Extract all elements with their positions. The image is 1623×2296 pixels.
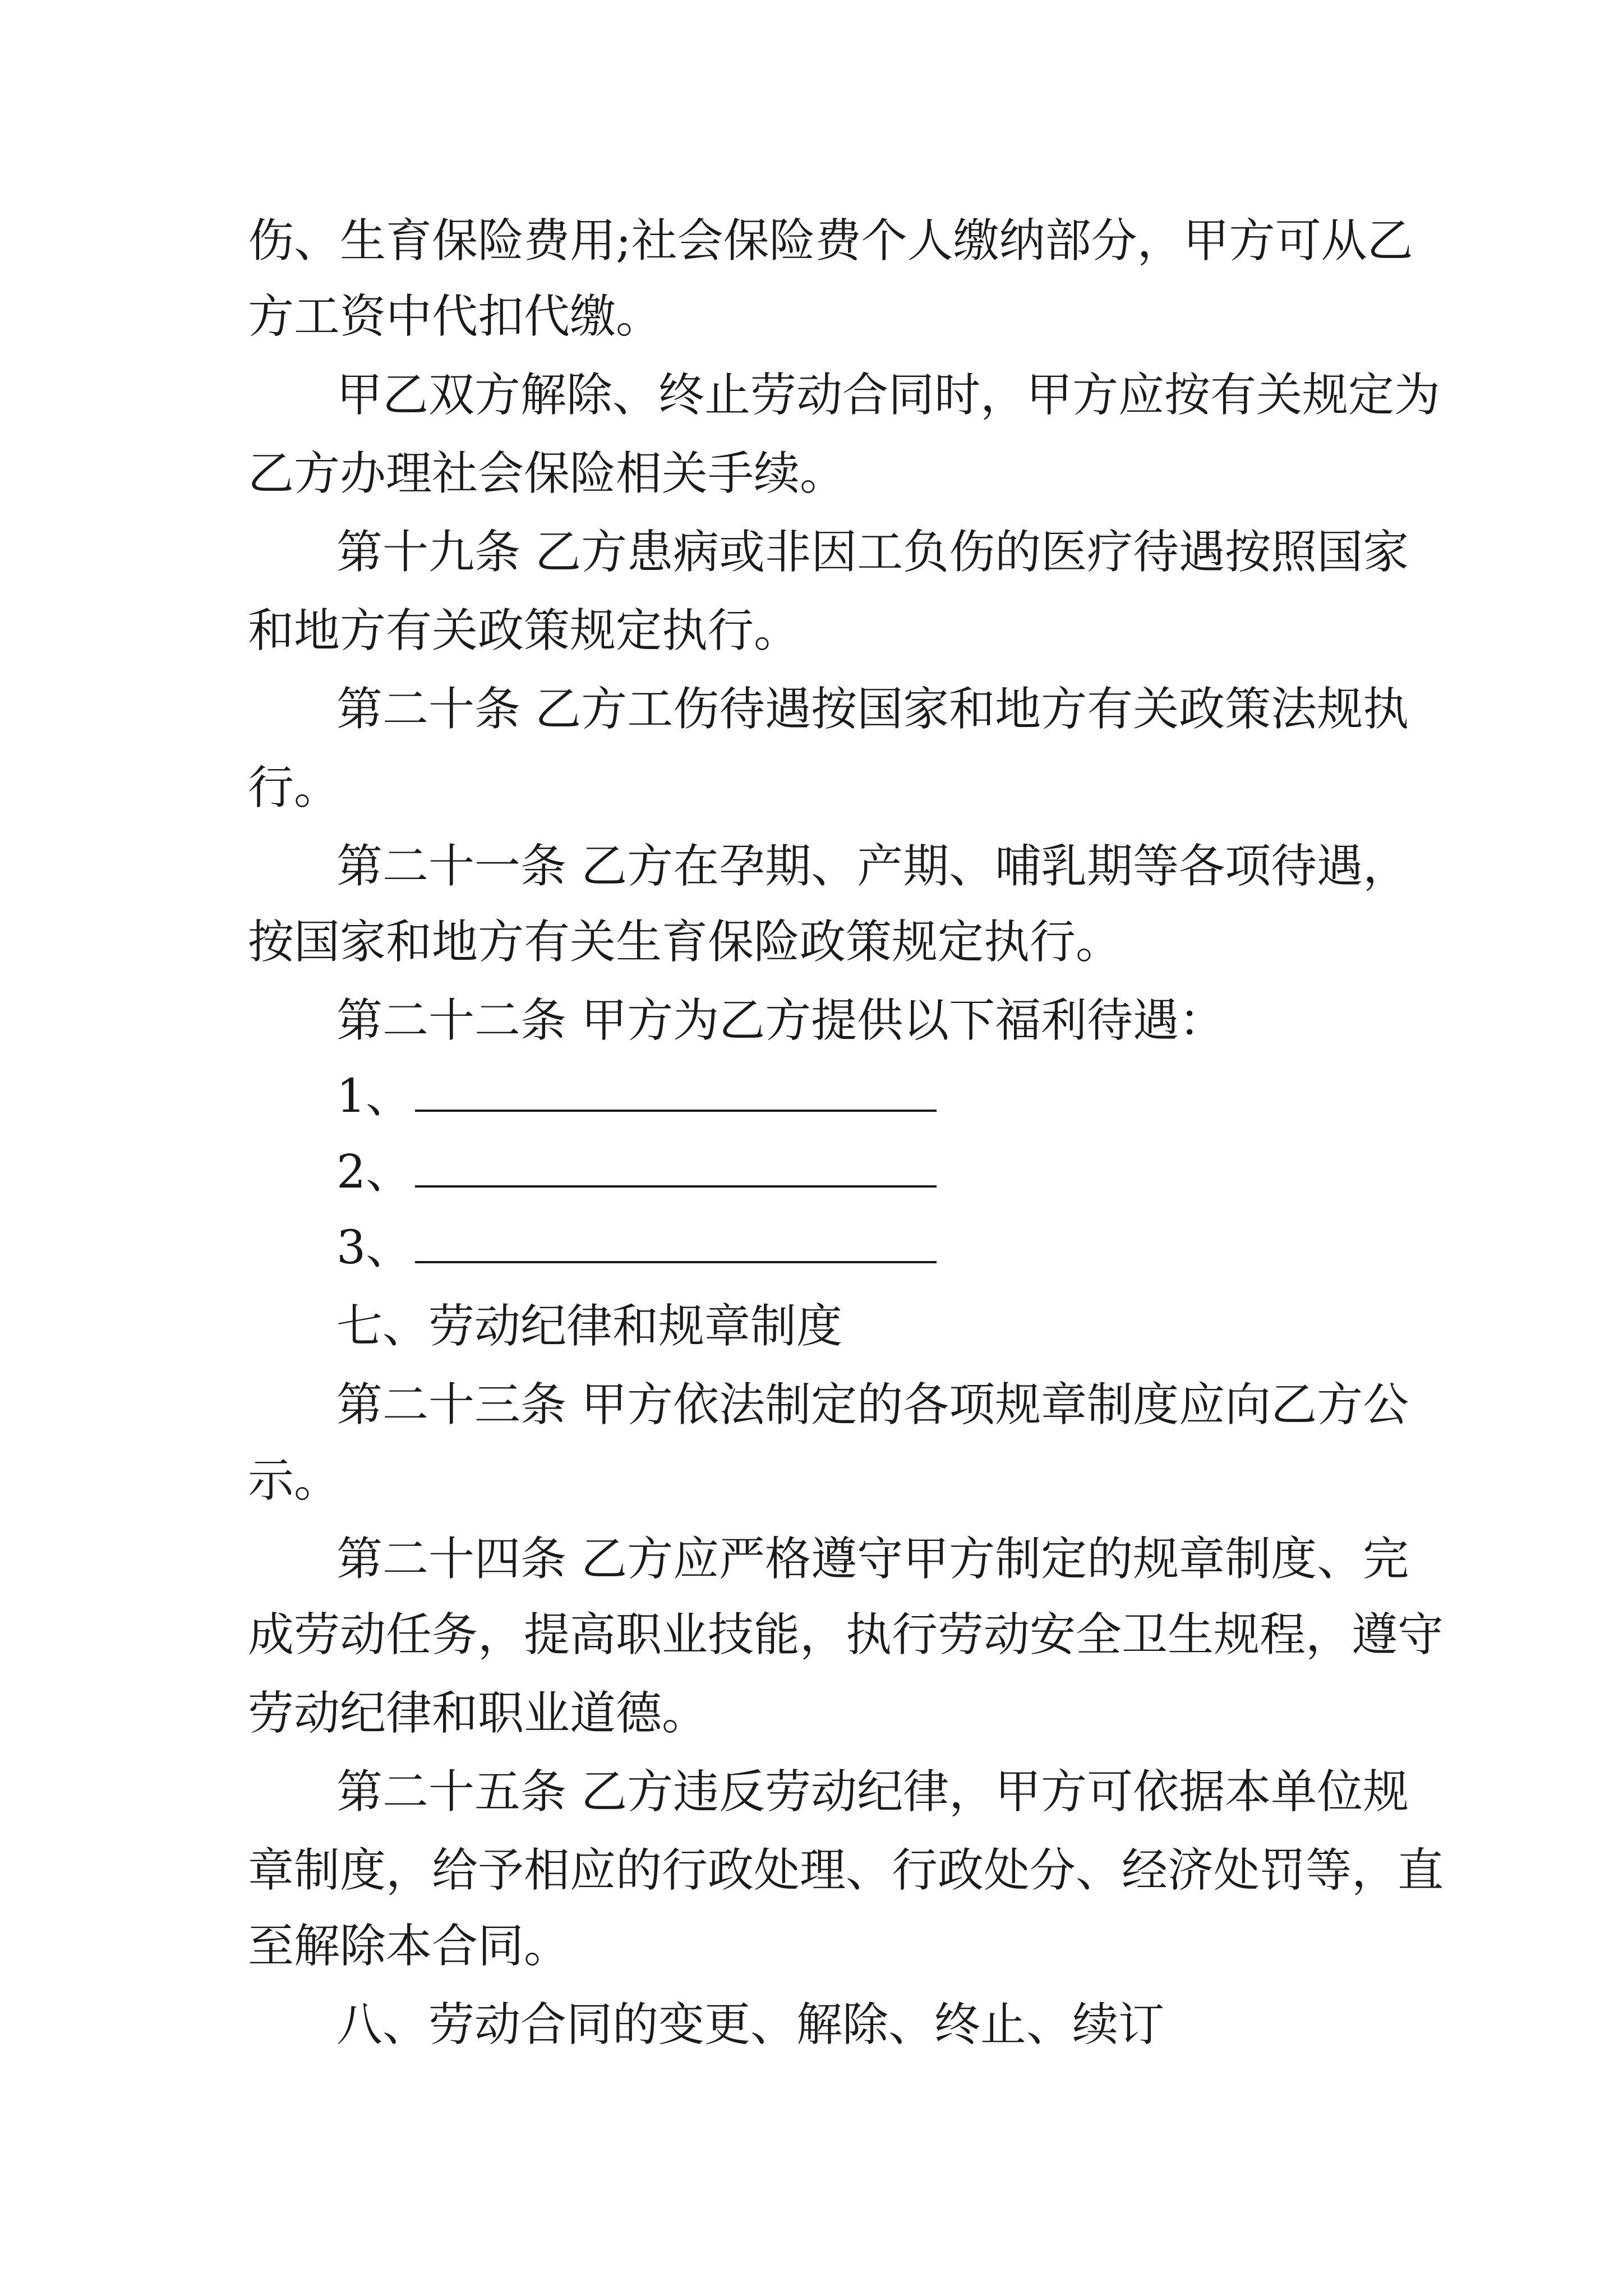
paragraph-line: 方工资中代扣代缴。 [248, 290, 662, 343]
paragraph-line: 和地方有关政策规定执行。 [248, 604, 800, 657]
benefit-item-number: 1、 [336, 1070, 412, 1123]
paragraph-line: 按国家和地方有关生育保险政策规定执行。 [248, 915, 1122, 969]
article-25-line: 第二十五条 乙方违反劳动纪律，甲方可依据本单位规 [336, 1765, 1409, 1819]
fill-in-blank[interactable] [415, 1151, 937, 1188]
paragraph-line: 成劳动任务，提高职业技能，执行劳动安全卫生规程，遵守 [248, 1608, 1444, 1662]
paragraph-line: 劳动纪律和职业道德。 [248, 1687, 708, 1740]
section-heading-8: 八、劳动合同的变更、解除、终止、续订 [336, 1998, 1165, 2051]
paragraph-line: 乙方办理社会保险相关手续。 [248, 447, 846, 500]
article-21-line: 第二十一条 乙方在孕期、产期、哺乳期等各项待遇， [336, 840, 1409, 893]
article-24-line: 第二十四条 乙方应严格遵守甲方制定的规章制度、完 [336, 1533, 1409, 1586]
paragraph-line: 甲乙双方解除、终止劳动合同时，甲方应按有关规定为 [336, 369, 1441, 422]
article-23-line: 第二十三条 甲方依法制定的各项规章制度应向乙方公 [336, 1378, 1409, 1432]
benefit-item-2[interactable] [336, 1144, 1386, 1200]
paragraph-line: 章制度，给予相应的行政处理、行政处分、经济处罚等，直 [248, 1844, 1444, 1897]
article-19-line: 第十九条 乙方患病或非因工负伤的医疗待遇按照国家 [336, 526, 1409, 579]
paragraph-line: 行。 [248, 761, 340, 815]
benefit-item-1[interactable] [336, 1069, 1386, 1125]
fill-in-blank[interactable] [415, 1075, 937, 1112]
benefit-item-number: 3、 [336, 1221, 412, 1274]
benefit-item-number: 2、 [336, 1145, 412, 1199]
article-20-line: 第二十条 乙方工伤待遇按国家和地方有关政策法规执 [336, 683, 1409, 736]
paragraph-line: 伤、生育保险费用;社会保险费个人缴纳部分，甲方可从乙 [248, 214, 1413, 268]
paragraph-line: 至解除本合同。 [248, 1920, 570, 1973]
paragraph-line: 示。 [248, 1454, 340, 1507]
section-heading-7: 七、劳动纪律和规章制度 [336, 1300, 843, 1353]
benefit-item-3[interactable] [336, 1220, 1386, 1276]
fill-in-blank[interactable] [415, 1226, 937, 1263]
article-22-line: 第二十二条 甲方为乙方提供以下福利待遇： [336, 994, 1225, 1047]
